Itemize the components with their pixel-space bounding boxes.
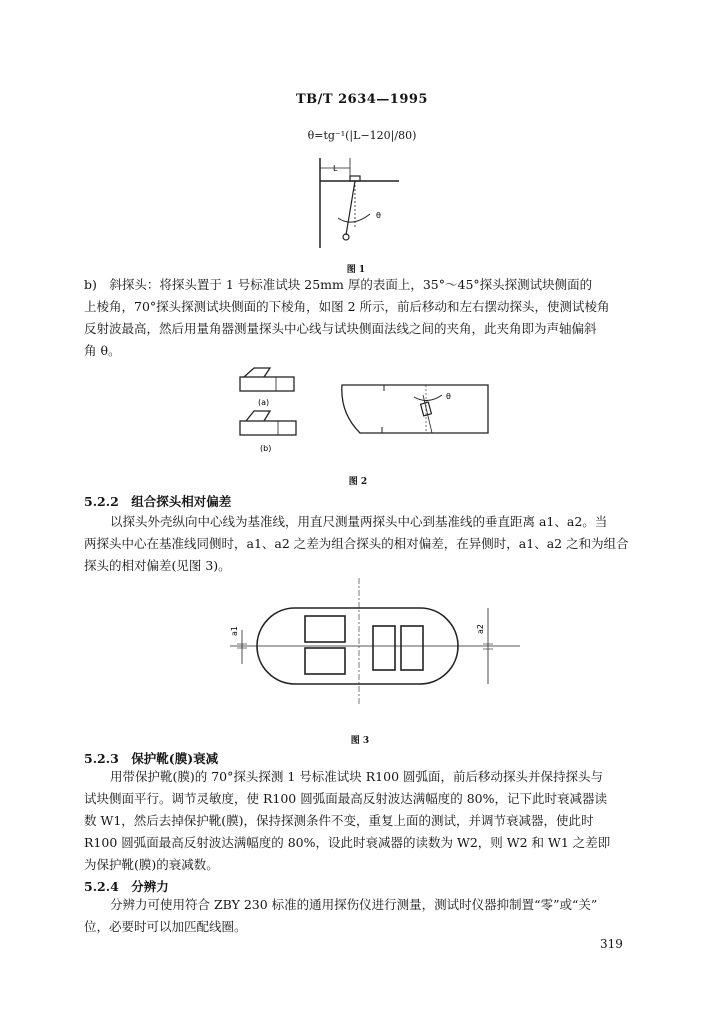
page-number: 319 — [600, 937, 623, 951]
text-line: b) 斜探头：将探头置于 1 号标准试块 25mm 厚的表面上，35°～45°探头探测试块侧面的 — [84, 277, 593, 292]
text-line: 两探头中心在基准线同侧时，a1、a2 之差为组合探头的相对偏差，在异侧时，a1、a2 之和为组合 — [84, 536, 629, 551]
text-line: 反射波最高，然后用量角器测量探头中心线与试块侧面法线之间的夹角，此夹角即为声轴偏斜 — [84, 321, 597, 336]
text-line: 分辨力可使用符合 ZBY 230 标准的通用探伤仪进行测量，测试时仪器抑制置“零”或“关” — [110, 897, 598, 912]
figure-3 — [225, 578, 525, 708]
section-5-2-3-body-cont — [84, 788, 640, 876]
fig1-label-L: L — [333, 164, 338, 173]
figure-2-caption: 图 2 — [348, 477, 368, 487]
section-5-2-4-body — [84, 894, 640, 916]
figure-1 — [300, 150, 410, 250]
text-line: 角 θ。 — [84, 343, 121, 358]
fig2-label-a: (a) — [258, 398, 270, 407]
fig3-label-a1: a1 — [230, 626, 239, 636]
figure-2 — [230, 365, 500, 460]
section-5-2-2-heading: 5.2.2 组合探头相对偏差 — [84, 494, 232, 509]
text-line: 数 W1，然后去掉保护靴(膜)，保持探测条件不变，重复上面的测试，并调节衰减器，使此时 — [84, 813, 594, 828]
formula: θ=tg⁻¹(|L−120|/80) — [307, 129, 417, 142]
section-5-2-2-body — [84, 511, 640, 533]
text-line: 位，必要时可以加匹配线圈。 — [84, 919, 247, 934]
fig2-label-theta: θ — [446, 392, 451, 401]
text-line: 为保护靴(膜)的衰减数。 — [84, 857, 219, 872]
section-5-2-3-body — [84, 766, 640, 788]
fig3-label-a2: a2 — [476, 624, 485, 634]
section-5-2-2-body-cont — [84, 533, 640, 577]
text-line: 以探头外壳纵向中心线为基准线，用直尺测量两探头中心到基准线的垂直距离 a1、a2。当 — [110, 514, 608, 529]
text-line: 用带保护靴(膜)的 70°探头探测 1 号标准试块 R100 圆弧面，前后移动探头并保持探头与 — [110, 769, 604, 784]
fig2-label-b: (b) — [260, 444, 272, 453]
section-5-2-4-heading: 5.2.4 分辨力 — [84, 879, 169, 894]
figure-1-caption: 图 1 — [346, 265, 366, 275]
section-5-2-3-heading: 5.2.3 保护靴(膜)衰减 — [84, 751, 219, 766]
text-line: R100 圆弧面最高反射波达满幅度的 80%，设此时衰减器的读数为 W2，则 W2 和 W1 之差即 — [84, 835, 611, 850]
text-line: 试块侧面平行。调节灵敏度，使 R100 圆弧面最高反射波达满幅度的 80%，记下此时衰减器读 — [84, 791, 607, 806]
paragraph-b — [84, 274, 640, 362]
page-header: TB/T 2634—1995 — [296, 92, 428, 107]
fig1-label-theta: θ — [376, 211, 381, 220]
figure-3-caption: 图 3 — [350, 736, 370, 746]
text-line: 上棱角，70°探头探测试块侧面的下棱角，如图 2 所示，前后移动和左右摆动探头，使测试棱角 — [84, 299, 610, 314]
section-5-2-4-body-cont — [84, 916, 640, 938]
text-line: 探头的相对偏差(见图 3)。 — [84, 558, 231, 573]
